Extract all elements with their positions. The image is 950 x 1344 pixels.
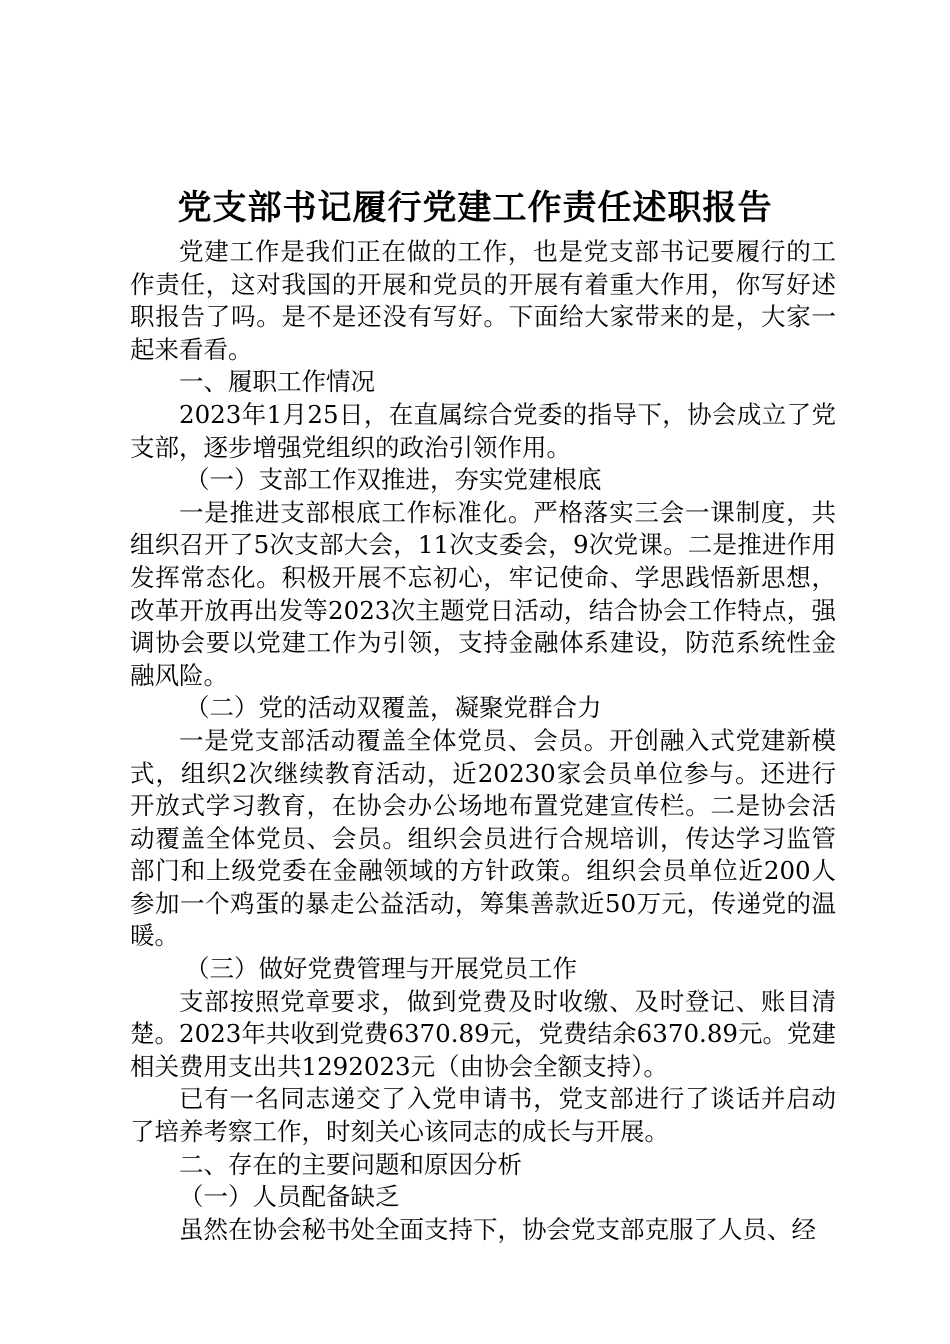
section-heading-duties: 一、履职工作情况 <box>179 367 375 397</box>
intro-paragraph: 党建工作是我们正在做的工作，也是党支部书记要履行的工作责任，这对我国的开展和党员的开展有着重大作用，你写好述职报告了吗。是不是还没有写好。下面给大家带来的是，大家一起来看看。 <box>130 237 836 364</box>
subsection-heading-branch-work: （一）支部工作双推进，夯实党建根底 <box>185 465 602 495</box>
body-paragraph: 已有一名同志递交了入党申请书，党支部进行了谈话并启动了培养考察工作，时刻关心该同志的成长与开展。 <box>130 1084 836 1147</box>
body-paragraph: 虽然在协会秘书处全面支持下，协会党支部克服了人员、经 <box>179 1214 816 1244</box>
document-body <box>130 236 836 1246</box>
subsection-heading-party-activities: （二）党的活动双覆盖，凝聚党群合力 <box>185 693 602 723</box>
section-heading-problems: 二、存在的主要问题和原因分析 <box>179 1149 522 1179</box>
body-paragraph: 支部按照党章要求，做到党费及时收缴、及时登记、账目清楚。2023年共收到党费6370.89元，党费结余6370.89元。党建相关费用支出共1292023元（由协会全额支持）。 <box>130 986 836 1081</box>
subsection-heading-staffing: （一）人员配备缺乏 <box>179 1182 400 1212</box>
body-paragraph: 2023年1月25日，在直属综合党委的指导下，协会成立了党支部，逐步增强党组织的政治引领作用。 <box>130 399 836 462</box>
subsection-heading-party-fees: （三）做好党费管理与开展党员工作 <box>185 954 577 984</box>
body-paragraph: 一是推进支部根底工作标准化。严格落实三会一课制度，共组织召开了5次支部大会，11次支委会，9次党课。二是推进作用发挥常态化。积极开展不忘初心，牢记使命、学思践悟新思想，改革开放再出发等2023次主题党日活动，结合协会工作特点，强调协会要以党建工作为引领，支持金融体系建设，防范系统性金融风险。 <box>130 497 836 690</box>
body-paragraph: 一是党支部活动覆盖全体党员、会员。开创融入式党建新模式，组织2次继续教育活动，近20230家会员单位参与。还进行开放式学习教育，在协会办公场地布置党建宣传栏。二是协会活动覆盖全体党员、会员。组织会员进行合规培训，传达学习监管部门和上级党委在金融领域的方针政策。组织会员单位近200人参加一个鸡蛋的暴走公益活动，筹集善款近50万元，传递党的温暖。 <box>130 725 836 951</box>
document-title: 党支部书记履行党建工作责任述职报告 <box>177 188 773 228</box>
